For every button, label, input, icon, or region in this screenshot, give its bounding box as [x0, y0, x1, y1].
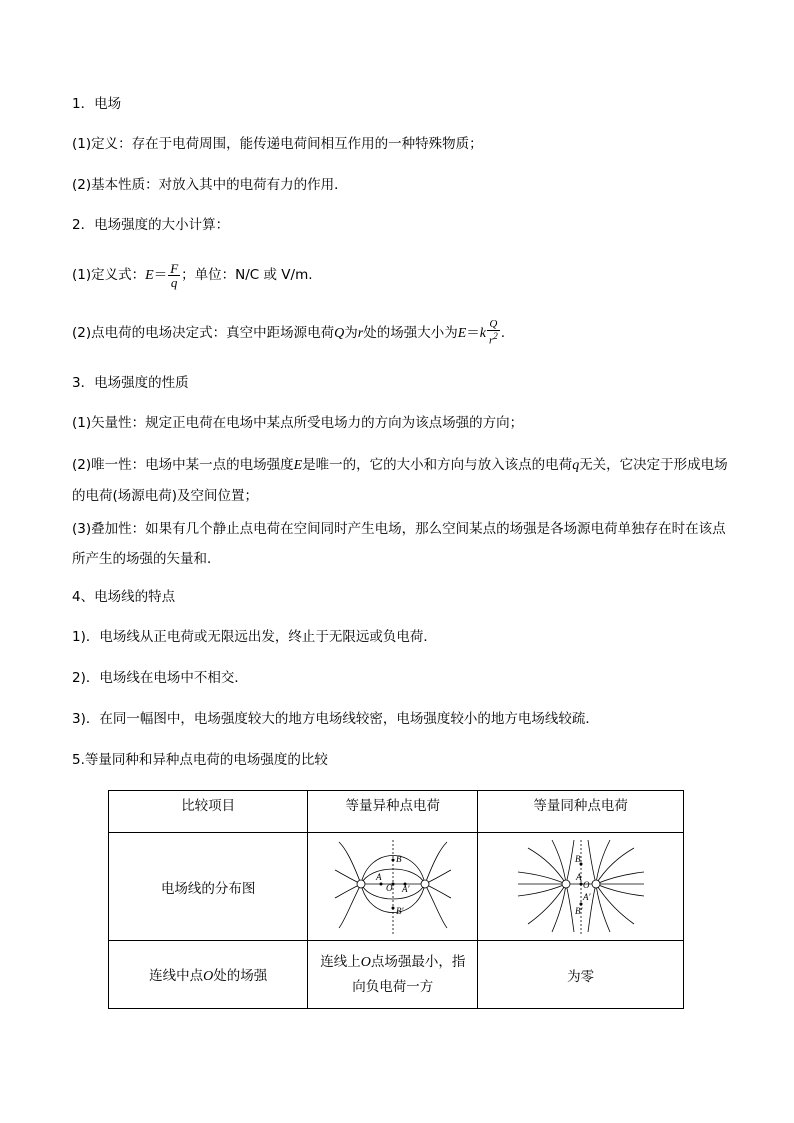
label-O: O — [385, 882, 393, 893]
fraction-Q-over-r2 — [487, 319, 500, 347]
opposite-charge-diagram-cell — [308, 833, 478, 941]
label-B: B — [574, 853, 581, 864]
definition-label: (1)定义： — [72, 136, 132, 152]
same-midpoint-cell: 为零 — [478, 941, 684, 1009]
row-label: 电场线的分布图 — [109, 833, 308, 941]
formula-equals: ＝ — [153, 267, 168, 283]
section-3-title: 3．电场强度的性质 — [72, 375, 189, 391]
header-cell: 等量异种点电荷 — [308, 791, 478, 833]
uniqueness-property: (2)唯一性：电场中某一点的电场强度E是唯一的，它的大小和方向与放入该点的电荷q无关，它决定于形成电场的电荷(场源电荷)及空间位置； — [72, 457, 728, 504]
unit-text: ；单位：N/C 或 V/m. — [181, 267, 313, 283]
uniq-E: E — [293, 458, 303, 473]
uniq-q: q — [572, 458, 580, 473]
label-A-prime: A′ — [582, 891, 591, 902]
point-E: E — [457, 326, 467, 341]
formula-label: (1)定义式： — [72, 267, 146, 283]
point-text-b: 为 — [344, 325, 358, 341]
point-charge-formula-line — [72, 318, 505, 349]
section-4-title: 4、电场线的特点 — [72, 589, 176, 605]
field-line-item-1: 1)．电场线从正电荷或无限远出发，终止于无限远或负电荷． — [72, 629, 437, 645]
section-2-title: 2．电场强度的大小计算： — [72, 217, 230, 233]
table-header-row — [109, 791, 684, 833]
fraction-denominator: q — [170, 274, 178, 290]
opposite-midpoint-cell: 连线上O点场强最小，指向负电荷一方 — [308, 941, 478, 1009]
section-1-property — [72, 175, 348, 195]
table-row-midpoint-field — [109, 941, 684, 1009]
like-charges-field-diagram — [516, 838, 646, 936]
point-k: k — [479, 326, 486, 341]
header-cell: 比较项目 — [109, 791, 308, 833]
definition-text: 存在于电荷周围，能传递电荷间相互作用的一种特殊物质； — [131, 136, 483, 152]
fraction-F-over-q — [168, 262, 180, 289]
field-line-item-3: 3)．在同一幅图中，电场强度较大的地方电场线较密，电场强度较小的地方电场线较疏． — [72, 711, 599, 727]
property-text: 对放入其中的电荷有力的作用． — [158, 177, 348, 193]
point-r: r — [357, 326, 364, 341]
label-B: B — [395, 853, 402, 864]
vector-property: (1)矢量性：规定正电荷在电场中某点所受电场力的方向为该点场强的方向； — [72, 415, 524, 431]
comparison-table — [108, 790, 684, 1009]
fraction-numerator: Q — [487, 319, 500, 331]
section-1-definition — [72, 134, 483, 154]
field-line-item-2: 2)．电场线在电场中不相交． — [72, 670, 248, 686]
definition-formula-line — [72, 258, 313, 293]
fraction-numerator: F — [170, 260, 179, 276]
point-Q: Q — [334, 326, 345, 341]
section-1-title: 1．电场 — [72, 96, 122, 112]
fraction-denominator: $r^2$ — [488, 331, 498, 347]
superposition-property: (3)叠加性：如果有几个静止点电荷在空间同时产生电场，那么空间某点的场强是各场源电荷单独存在时在该点所产生的场强的矢量和． — [72, 521, 726, 567]
point-text-c: 处的场强大小为 — [363, 325, 458, 341]
label-A: A — [575, 871, 582, 882]
header-cell: 等量同种点电荷 — [478, 791, 684, 833]
table-row-diagram — [109, 833, 684, 941]
label-O: O — [582, 879, 590, 890]
point-end: . — [500, 325, 506, 341]
label-A-prime: A′ — [401, 883, 410, 894]
same-charge-diagram-cell — [478, 833, 684, 941]
label-B-prime: B′ — [574, 905, 583, 916]
row-label: 连线中点O处的场强 — [109, 941, 308, 1009]
label-B-prime: B′ — [395, 905, 404, 916]
label-A: A — [375, 871, 382, 882]
formula-E: E — [145, 268, 154, 283]
point-equals: ＝ — [466, 325, 480, 341]
property-label: (2)基本性质： — [72, 177, 159, 193]
section-5-title: 5.等量同种和异种点电荷的电场强度的比较 — [72, 752, 328, 768]
point-text-a: (2)点电荷的电场决定式：真空中距场源电荷 — [72, 325, 335, 341]
opposite-charges-field-diagram — [333, 838, 453, 936]
